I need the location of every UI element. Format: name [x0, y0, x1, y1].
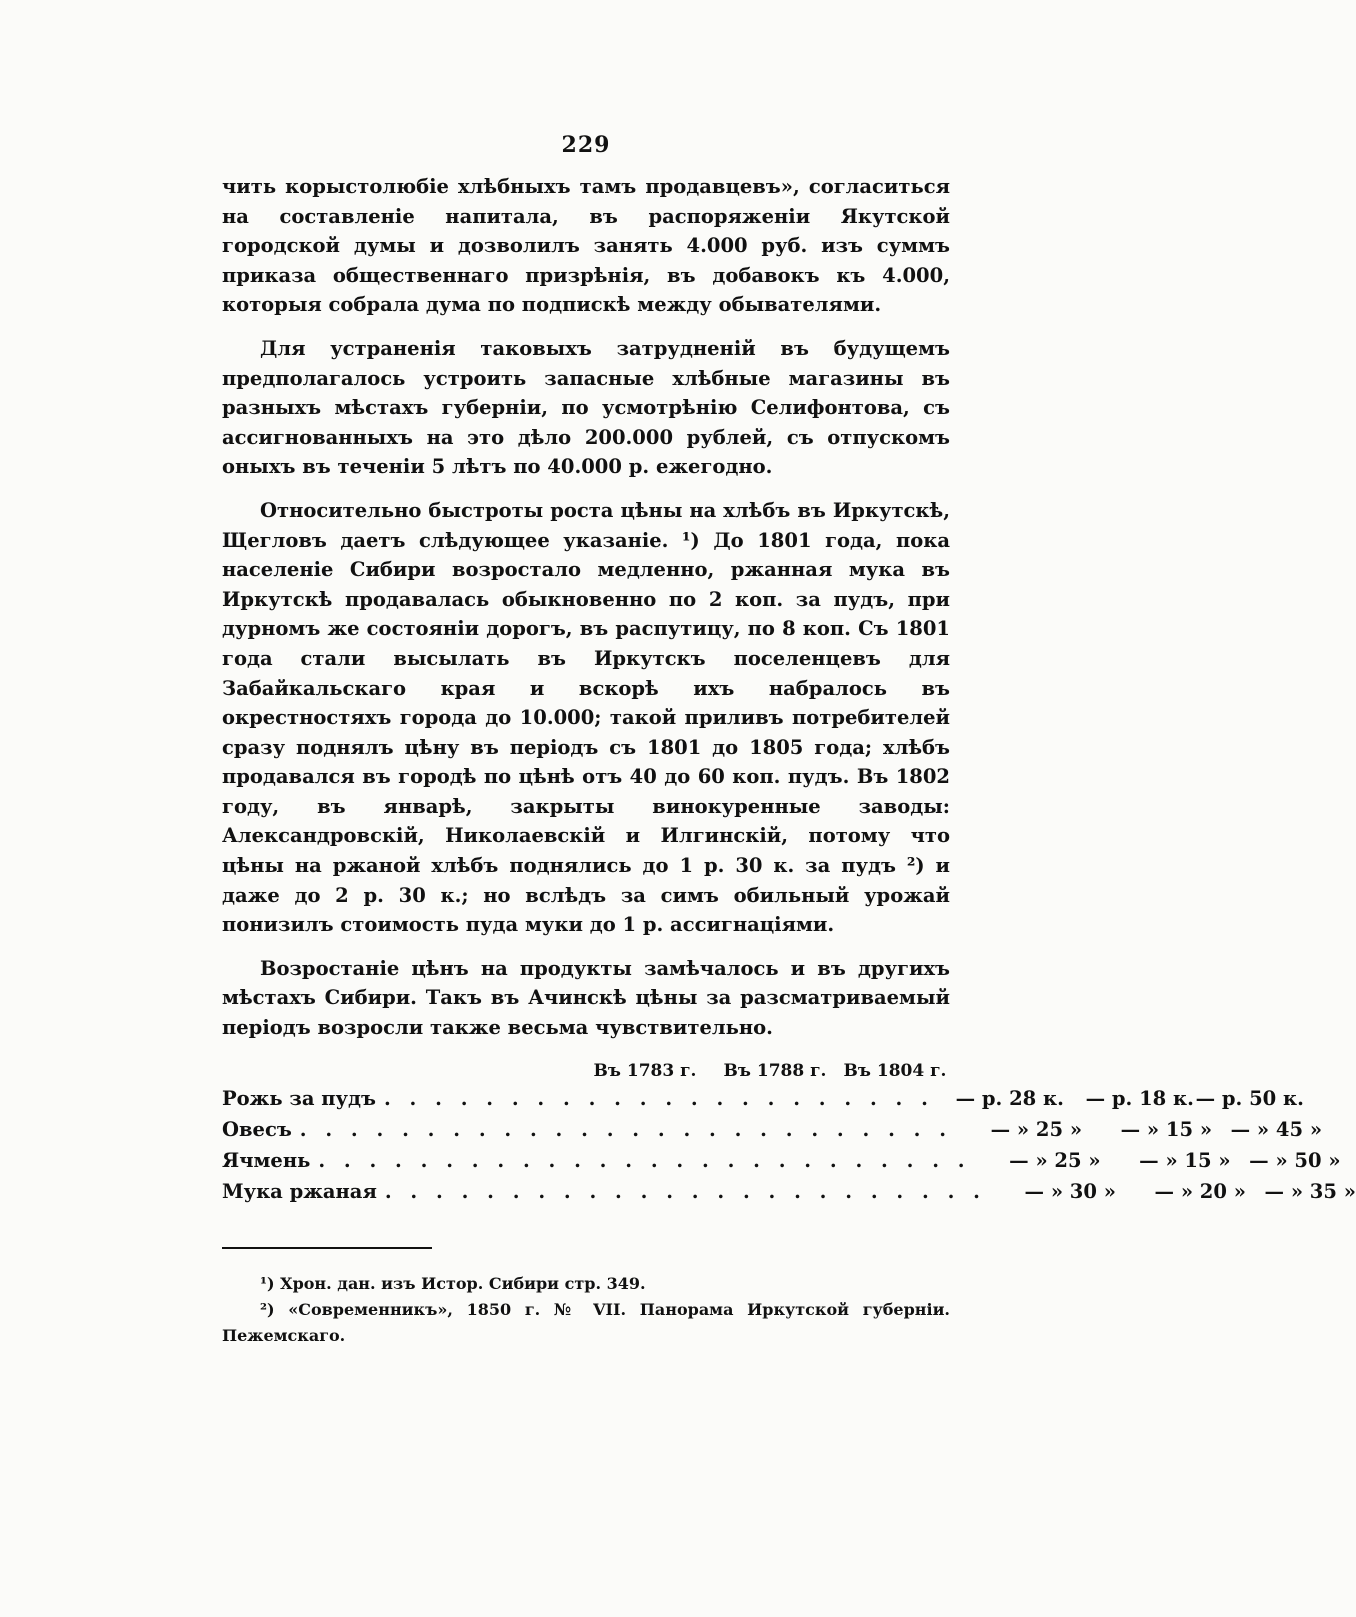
footnote-1: ¹) Хрон. дан. изъ Истор. Сибири стр. 349. [260, 1273, 646, 1293]
dot-leader: . . . . . . . . . . . . . . . . . . . . . . . . . . [299, 1117, 953, 1141]
dot-leader: . . . . . . . . . . . . . . . . . . . . . . . . [384, 1179, 986, 1203]
column-header-1783: Въ 1783 г. [593, 1060, 697, 1081]
table-row [222, 1179, 1356, 1211]
row-label: Ячмень [222, 1148, 311, 1172]
price-cell: — » 45 » [1230, 1117, 1323, 1141]
book-page [222, 132, 1356, 1349]
price-cell: — р. 18 к. [1085, 1086, 1194, 1110]
dot-leader: . . . . . . . . . . . . . . . . . . . . . . [383, 1086, 934, 1110]
price-cell: — р. 28 к. [955, 1086, 1064, 1110]
paragraph-granaries: Для устраненія таковыхъ затрудненій въ будущемъ предполагалось устроить запасные хлѣбные магазины въ разныхъ мѣстахъ губерніи, по усмотрѣнію Селифонтова, съ ассигнованныхъ на это дѣло 200.000 рублей, съ отпускомъ оныхъ въ теченіи 5 лѣтъ по 40.000 р. ежегодно. [222, 336, 950, 479]
price-cell: — » 25 » [990, 1117, 1083, 1141]
paragraph-achinsk: Возростаніе цѣнъ на продукты замѣчалось и въ другихъ мѣстахъ Сибири. Такъ въ Ачинскѣ цѣны за разсматриваемый періодъ возросли также весьма чувствительно. [222, 956, 950, 1040]
price-cell: — » 15 » [1139, 1148, 1231, 1172]
dot-leader: . . . . . . . . . . . . . . . . . . . . . . . . . . [318, 1148, 971, 1172]
price-table-header [222, 1061, 950, 1081]
table-row [222, 1148, 1341, 1180]
column-header-1788: Въ 1788 г. [723, 1060, 827, 1081]
row-label: Овесъ [222, 1117, 292, 1141]
paragraph-continued: чить корыстолюбіе хлѣбныхъ тамъ продавцевъ», согласиться на составленіе напитала, въ распоряженіи Якутской городской думы и дозволилъ занять 4.000 руб. изъ суммъ приказа общественнаго призрѣнія, въ добавокъ къ 4.000, которыя собрала дума по подпискѣ между обывателями. [222, 175, 950, 317]
price-cell: — р. 50 к. [1195, 1086, 1304, 1110]
page-number: 229 [561, 132, 611, 158]
row-label: Рожь за пудъ [222, 1086, 376, 1110]
price-cell: — » 50 » [1249, 1148, 1341, 1172]
price-cell: — » 35 » [1264, 1179, 1356, 1203]
price-cell: — » 25 » [1009, 1148, 1101, 1172]
row-label: Мука ржаная [222, 1179, 377, 1203]
column-header-1804: Въ 1804 г. [843, 1060, 947, 1081]
price-table [222, 1060, 1356, 1211]
footnote-divider [222, 1247, 432, 1249]
price-cell: — » 20 » [1154, 1179, 1246, 1203]
table-row [222, 1086, 1304, 1118]
price-cell: — » 30 » [1024, 1179, 1116, 1203]
paragraph-irkutsk-prices: Относительно быстроты роста цѣны на хлѣбъ въ Иркутскѣ, Щегловъ даетъ слѣдующее указаніе. ¹) До 1801 года, пока населеніе Сибири возростало медленно, ржанная мука въ Иркутскѣ продавалась обыкновенно по 2 коп. за пудъ, при дурномъ же состояніи дорогъ, въ распутицу, по 8 коп. Съ 1801 года стали высылать въ Иркутскъ поселенцевъ для Забайкальскаго края и вскорѣ ихъ набралось въ окрестностяхъ города до 10.000; такой приливъ потребителей сразу поднялъ цѣну въ періодъ съ 1801 до 1805 года; хлѣбъ продавался въ городѣ по цѣнѣ отъ 40 до 60 коп. пудъ. Въ 1802 году, въ январѣ, закрыты винокуренные заводы: Александровскій, Николаевскій и Илгинскій, потому что цѣны на ржаной хлѣбъ поднялись до 1 р. 30 к. за пудъ ²) и даже до 2 р. 30 к.; но вслѣдъ за симъ обильный урожай понизилъ стоимость пуда муки до 1 р. ассигнаціями. [222, 498, 950, 937]
price-cell: — » 15 » [1120, 1117, 1213, 1141]
table-row [222, 1117, 1323, 1149]
footnote-2: ²) «Современникъ», 1850 г. № VII. Панорама Иркутской губерніи. Пежемскаго. [222, 1299, 950, 1345]
